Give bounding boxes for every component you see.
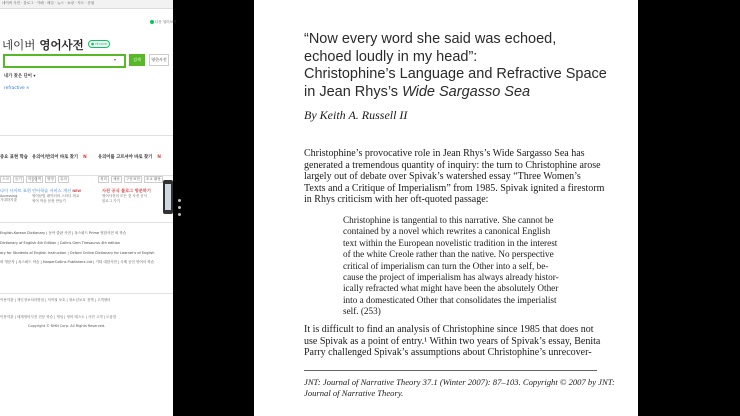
naver-dictionary-logo[interactable] (2, 37, 84, 53)
title-line (304, 84, 607, 102)
byline: By Keith A. Russell II (304, 108, 408, 122)
section-button[interactable]: 조교 활용 (145, 177, 161, 181)
section-button[interactable]: 예문 (112, 177, 120, 181)
quote-line: into a domesticated Other that consolidates the imperialist (343, 294, 557, 305)
logo-naver: 네이버 (2, 38, 36, 52)
promo-line: 영어 학습 문장 만들기 (32, 199, 66, 203)
quote-line: ically refracted what might have been the absolutely Other (343, 283, 559, 294)
reader-link[interactable]: 다문 열어보기 (155, 20, 177, 24)
english-dict-button[interactable]: 영한사전 (149, 54, 169, 66)
section-button[interactable]: 영영 (46, 177, 54, 181)
text-line: Christophine’s provocative role in Jean Rhys’s Wide Sargasso Sea has (304, 148, 585, 159)
text-line: Parry challenged Spivak’s assumptions about Christophine’s unrecover- (304, 347, 592, 359)
quote-line: self. (253) (343, 306, 381, 317)
new-badge: N (83, 155, 87, 160)
topbar-links[interactable]: 네이버 사전 · 블로그 · 카페 · 메일 · 뉴스 · 쇼핑 · 지도 · 증권 (2, 1, 95, 5)
promo-line: Accessing (0, 194, 18, 198)
reference-line[interactable]: ary for Students of English Instruction | Oxford Online Dictionary for Learner's of English (0, 250, 155, 255)
section-button[interactable]: 듣기 (14, 177, 22, 181)
text-line: largely out of debate over Spivak’s watershed essay “Three Women’s (304, 171, 581, 183)
quote-line: cause the project of imperialism has always already histor- (343, 272, 559, 283)
text-line: It is difficult to find an analysis of Christophine since 1985 that does not (304, 324, 594, 335)
footer-links-2[interactable]: 이용약관 | 세계영어사전 전문 학습 | 게임 | 영어 테스트 | 사전 고객 | 도움말 (0, 315, 117, 319)
paragraph-1 (304, 148, 604, 206)
browser-panel (0, 0, 177, 416)
text-line: use Spivak as a point of entry.¹ Within two years of Spivak’s essay, Benita (304, 335, 601, 347)
phone-screen (165, 184, 171, 210)
scroll-dot-icon[interactable] (178, 206, 181, 209)
blockquote (343, 215, 559, 318)
status-dot-icon (150, 20, 154, 24)
section-title: 중요 표현 학습 (0, 155, 28, 160)
search-input[interactable] (3, 54, 126, 68)
section-2 (32, 143, 87, 184)
title-italic: Wide Sargasso Sea (402, 83, 531, 100)
quote-line: Christophine is tangential to this narrative. She cannot be (343, 215, 554, 225)
divider (0, 293, 173, 294)
paragraph-2 (304, 324, 600, 359)
footer-links[interactable]: 이용약관 | 개인정보처리방침 | 저작권 보호 | 청소년보호 정책 | 고객센터 (0, 298, 111, 302)
journal-footer (304, 377, 615, 399)
footer-line: Journal of Narrative Theory. (304, 388, 404, 398)
article-title (304, 31, 607, 101)
section-button[interactable]: 구문표현 (125, 177, 140, 181)
promo-line: 기대하지말 (0, 198, 17, 202)
title-line: “Now every word she said was echoed, (304, 31, 557, 47)
quote-line: contained by a novel which rewrites a canonical English (343, 226, 551, 237)
divider (0, 222, 173, 223)
section-button[interactable]: 검색 (34, 177, 41, 181)
chevron-down-icon[interactable]: ▾ (114, 57, 117, 62)
quote-line: text within the European novelistic tradition in the interest (343, 237, 558, 248)
section-button[interactable]: 스크 (2, 177, 9, 181)
reference-line[interactable]: Dictionary of English 4th Edition | Collins Gem Thesaurus 4th edition (0, 240, 121, 245)
text-line: in Rhys criticism with her oft-quoted passage: (304, 194, 489, 206)
scroll-dot-icon[interactable] (178, 199, 181, 202)
reference-line[interactable]: 외 영문자 | 옥스퍼드 학습 | HarperCollins Publishers Ltd | 기타 대한사전 | 국제 공인 언어서 학습 (0, 260, 155, 265)
divider (0, 175, 173, 176)
quote-line: critical of imperialism can turn the Other into a self, be- (343, 260, 549, 271)
promo-1[interactable] (0, 188, 31, 203)
section-button[interactable]: 학습 (27, 177, 35, 181)
section-button[interactable]: 정의 (100, 177, 107, 181)
promo-line: 영어사전의 모든 것 사전 공식 (102, 194, 148, 198)
footnote-rule (304, 370, 597, 371)
new-badge: NEW (72, 189, 82, 193)
recent-words-label[interactable]: 내가 찾은 단어 ▾ (4, 74, 36, 79)
logo-dict: 영어사전 (39, 38, 84, 52)
scroll-dot-icon[interactable] (178, 213, 181, 216)
browser-topbar (0, 0, 173, 9)
promo-title[interactable]: 사전 공식 블로그 방문하기 (102, 188, 151, 193)
copyright: Copyright © NHN Corp. All Rights Reserved. (28, 324, 106, 328)
footer-line: JNT: Journal of Narrative Theory 37.1 (Winter 2007): 87–103. Copyright © 2007 by JNT: (304, 377, 615, 387)
section-button[interactable]: 유의 (59, 177, 67, 181)
promo-3[interactable] (102, 188, 151, 204)
recent-keyword-link[interactable]: refractive × (4, 86, 30, 91)
reference-line[interactable]: English-Korean Dictionary | 동아 출판 사전 | 옥스퍼드 Prime 영한사전 외 학습 (0, 231, 127, 235)
reference-list (0, 229, 154, 268)
title-line: echoed loudly in my head”: (304, 48, 478, 65)
title-line: Christophine’s Language and Refractive Space (304, 66, 607, 82)
title-prefix: in Jean Rhys’s (304, 83, 403, 100)
promo-title[interactable]: 나이 사이트 표현 (0, 188, 31, 193)
section-3 (98, 143, 165, 184)
text-line: generated a tremendous quantity of inquiry: the turn to Christophine arose (304, 159, 601, 171)
quote-line: of the white Creole rather than the native. No perspective (343, 249, 554, 260)
promo-line: 블로그 가기 (102, 199, 121, 203)
divider (0, 135, 173, 136)
promo-line: 영어문법 데이터의 스터디 비교 (32, 194, 80, 198)
mobile-badge[interactable]: ● Mobile (88, 40, 110, 48)
section-title: 유의어/반의어 바로 찾기 (32, 155, 79, 160)
promo-title[interactable]: 언어학습 서비스 개선 (32, 188, 72, 193)
search-button[interactable]: 검색 (129, 54, 145, 66)
document-page (254, 0, 638, 416)
section-title: 유의어를 고르셔야 바로 찾기 (98, 155, 153, 160)
promo-2[interactable] (32, 188, 81, 204)
text-line: Texts and a Critique of Imperialism” from 1985. Spivak ignited a firestorm (304, 182, 605, 194)
new-badge: N (157, 155, 161, 160)
